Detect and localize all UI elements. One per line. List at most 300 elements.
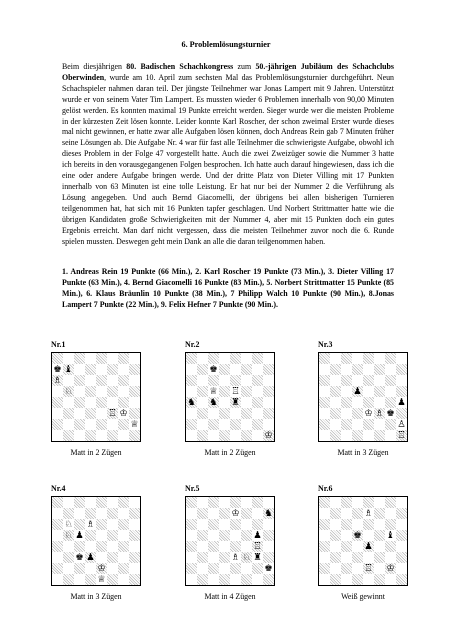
- board-square: [230, 430, 241, 441]
- board-square: [330, 530, 341, 541]
- board-square: [52, 552, 63, 563]
- board-square: [385, 375, 396, 386]
- board-square: [263, 552, 274, 563]
- board-square: [230, 563, 241, 574]
- board-square: [85, 430, 96, 441]
- board-square: [74, 386, 85, 397]
- board-square: [107, 563, 118, 574]
- board-square: [363, 519, 374, 530]
- board-square: [263, 574, 274, 585]
- board-square: [252, 375, 263, 386]
- board-square: [96, 430, 107, 441]
- board-square: [363, 552, 374, 563]
- board-square: [219, 508, 230, 519]
- board-square: [241, 364, 252, 375]
- board-square: [107, 497, 118, 508]
- board-square: [396, 508, 407, 519]
- board-square: [208, 563, 219, 574]
- board-square: [118, 497, 129, 508]
- problem-label: Nr.3: [318, 340, 333, 349]
- board-square: [363, 419, 374, 430]
- chess-piece-h7: ♞: [264, 508, 273, 519]
- board-square: [241, 408, 252, 419]
- chess-piece-d5: ♟: [353, 386, 362, 397]
- board-square: [52, 353, 63, 364]
- board-square: [96, 519, 107, 530]
- board-square: [330, 552, 341, 563]
- board-square: [374, 386, 385, 397]
- chess-piece-e4: ♜: [231, 397, 240, 408]
- board-square: [319, 430, 330, 441]
- board-square: [219, 408, 230, 419]
- board-square: [341, 563, 352, 574]
- board-square: [352, 353, 363, 364]
- board-square: [252, 408, 263, 419]
- board-square: [374, 497, 385, 508]
- board-square: [208, 508, 219, 519]
- board-square: [385, 430, 396, 441]
- board-square: [363, 375, 374, 386]
- board-square: [330, 364, 341, 375]
- board-square: [85, 386, 96, 397]
- board-square: [118, 430, 129, 441]
- board-square: [107, 386, 118, 397]
- chess-piece-c5: ♕: [209, 386, 218, 397]
- board-square: [319, 419, 330, 430]
- chess-piece-g2: ♔: [386, 563, 395, 574]
- board-square: [330, 574, 341, 585]
- board-square: [241, 519, 252, 530]
- board-square: [96, 353, 107, 364]
- board-square: [230, 419, 241, 430]
- board-square: [385, 419, 396, 430]
- board-square: [319, 519, 330, 530]
- chess-piece-h1: ♔: [264, 430, 273, 441]
- board-square: [85, 364, 96, 375]
- problem-5: [185, 484, 275, 601]
- board-square: [129, 519, 140, 530]
- board-square: [374, 364, 385, 375]
- board-square: [208, 353, 219, 364]
- chess-piece-e4: ♟: [364, 541, 373, 552]
- board-square: [186, 386, 197, 397]
- board-square: [74, 497, 85, 508]
- board-square: [219, 397, 230, 408]
- board-square: [330, 408, 341, 419]
- chess-piece-d3: ♟: [86, 552, 95, 563]
- board-square: [129, 497, 140, 508]
- board-square: [63, 563, 74, 574]
- board-square: [107, 552, 118, 563]
- board-square: [63, 497, 74, 508]
- board-square: [85, 530, 96, 541]
- board-square: [363, 386, 374, 397]
- board-square: [396, 530, 407, 541]
- board-square: [52, 508, 63, 519]
- board-square: [74, 519, 85, 530]
- board-square: [363, 574, 374, 585]
- board-square: [396, 386, 407, 397]
- stipulation: Matt in 2 Zügen: [204, 448, 256, 457]
- board-square: [230, 574, 241, 585]
- board-square: [241, 353, 252, 364]
- chess-piece-f3: ♖: [108, 408, 117, 419]
- board-square: [396, 541, 407, 552]
- board-square: [319, 530, 330, 541]
- chess-piece-c7: ♚: [209, 364, 218, 375]
- board-square: [263, 386, 274, 397]
- board-square: [129, 563, 140, 574]
- board-square: [252, 397, 263, 408]
- board-square: [341, 364, 352, 375]
- board-square: [74, 508, 85, 519]
- board-square: [85, 563, 96, 574]
- board-square: [241, 430, 252, 441]
- chess-piece-a4: ♞: [187, 397, 196, 408]
- board-square: [352, 563, 363, 574]
- board-square: [330, 375, 341, 386]
- problem-3: [318, 340, 408, 457]
- board-square: [52, 530, 63, 541]
- board-square: [118, 530, 129, 541]
- board-square: [107, 419, 118, 430]
- board-square: [186, 530, 197, 541]
- board-square: [129, 397, 140, 408]
- chess-piece-c4: ♞: [209, 397, 218, 408]
- board-square: [230, 408, 241, 419]
- chess-piece-h2: ♕: [130, 419, 139, 430]
- board-square: [230, 364, 241, 375]
- board-square: [396, 552, 407, 563]
- board-square: [197, 541, 208, 552]
- board-square: [208, 574, 219, 585]
- board-square: [219, 419, 230, 430]
- board-square: [396, 574, 407, 585]
- board-square: [319, 563, 330, 574]
- board-square: [186, 508, 197, 519]
- board-square: [74, 574, 85, 585]
- board-square: [396, 563, 407, 574]
- board-square: [63, 353, 74, 364]
- board-square: [107, 574, 118, 585]
- chess-piece-h2: ♙: [397, 419, 406, 430]
- board-square: [374, 375, 385, 386]
- board-square: [186, 563, 197, 574]
- chess-piece-b5: ♘: [64, 530, 73, 541]
- board-square: [118, 364, 129, 375]
- board-square: [96, 530, 107, 541]
- board-square: [330, 519, 341, 530]
- board-square: [230, 541, 241, 552]
- report-text: [62, 62, 394, 247]
- board-square: [230, 353, 241, 364]
- board-square: [197, 386, 208, 397]
- board-square: [252, 497, 263, 508]
- board-square: [330, 497, 341, 508]
- chess-piece-g5: ♟: [253, 530, 262, 541]
- board-square: [341, 519, 352, 530]
- board-square: [241, 419, 252, 430]
- chess-piece-g3: ♜: [253, 552, 262, 563]
- board-square: [96, 364, 107, 375]
- board-square: [341, 397, 352, 408]
- board-square: [385, 386, 396, 397]
- chess-piece-d5: ♚: [353, 530, 362, 541]
- board-square: [263, 408, 274, 419]
- board-square: [241, 375, 252, 386]
- board-square: [219, 519, 230, 530]
- board-square: [252, 353, 263, 364]
- board-square: [107, 375, 118, 386]
- chess-piece-e2: ♔: [97, 563, 106, 574]
- board-square: [352, 497, 363, 508]
- board-square: [341, 541, 352, 552]
- page-title: 6. Problemlösungsturnier: [181, 40, 271, 49]
- board-square: [96, 508, 107, 519]
- board-square: [263, 541, 274, 552]
- board-square: [241, 530, 252, 541]
- board-square: [396, 519, 407, 530]
- board-square: [85, 408, 96, 419]
- board-square: [319, 574, 330, 585]
- board-square: [63, 375, 74, 386]
- board-square: [129, 552, 140, 563]
- chess-piece-h2: ♚: [264, 563, 273, 574]
- board-square: [263, 353, 274, 364]
- board-square: [319, 552, 330, 563]
- board-square: [52, 386, 63, 397]
- board-square: [352, 375, 363, 386]
- board-square: [219, 364, 230, 375]
- board-square: [241, 563, 252, 574]
- chess-piece-e1: ♕: [97, 574, 106, 585]
- board-square: [96, 541, 107, 552]
- chess-piece-e3: ♔: [364, 408, 373, 419]
- board-square: [385, 541, 396, 552]
- board-square: [230, 375, 241, 386]
- board-square: [52, 563, 63, 574]
- board-square: [241, 541, 252, 552]
- board-square: [252, 386, 263, 397]
- board-square: [129, 408, 140, 419]
- board-square: [385, 552, 396, 563]
- board-square: [186, 552, 197, 563]
- board-square: [352, 430, 363, 441]
- chessboard: [185, 496, 275, 586]
- board-square: [363, 530, 374, 541]
- board-square: [107, 519, 118, 530]
- board-square: [197, 353, 208, 364]
- board-square: [263, 397, 274, 408]
- board-square: [330, 508, 341, 519]
- problem-label: Nr.6: [318, 484, 333, 493]
- board-square: [74, 430, 85, 441]
- board-square: [352, 541, 363, 552]
- chessboard: [185, 352, 275, 442]
- board-square: [118, 552, 129, 563]
- board-square: [186, 541, 197, 552]
- stipulation: Matt in 4 Zügen: [204, 592, 256, 601]
- board-square: [118, 519, 129, 530]
- board-square: [208, 541, 219, 552]
- board-square: [374, 353, 385, 364]
- board-square: [186, 364, 197, 375]
- board-square: [330, 386, 341, 397]
- board-square: [374, 563, 385, 574]
- board-square: [319, 353, 330, 364]
- chess-piece-f3: ♗: [375, 408, 384, 419]
- board-square: [230, 519, 241, 530]
- board-square: [197, 563, 208, 574]
- board-square: [219, 563, 230, 574]
- board-square: [63, 508, 74, 519]
- board-square: [129, 541, 140, 552]
- board-square: [208, 419, 219, 430]
- board-square: [85, 541, 96, 552]
- board-square: [107, 353, 118, 364]
- board-square: [385, 574, 396, 585]
- board-square: [186, 408, 197, 419]
- board-square: [63, 408, 74, 419]
- board-square: [352, 552, 363, 563]
- board-square: [352, 419, 363, 430]
- chess-piece-g4: ♖: [253, 541, 262, 552]
- board-square: [74, 375, 85, 386]
- board-square: [118, 419, 129, 430]
- board-square: [241, 397, 252, 408]
- chess-piece-e7: ♗: [364, 508, 373, 519]
- board-square: [118, 375, 129, 386]
- board-square: [107, 541, 118, 552]
- board-square: [118, 508, 129, 519]
- board-square: [341, 552, 352, 563]
- chess-piece-b6: ♘: [64, 519, 73, 530]
- chessboard: [318, 496, 408, 586]
- board-square: [52, 519, 63, 530]
- board-square: [252, 574, 263, 585]
- board-square: [208, 497, 219, 508]
- board-square: [341, 386, 352, 397]
- board-square: [197, 408, 208, 419]
- board-square: [85, 508, 96, 519]
- board-square: [186, 574, 197, 585]
- problem-label: Nr.4: [51, 484, 66, 493]
- board-square: [374, 541, 385, 552]
- chess-piece-a6: ♗: [53, 375, 62, 386]
- board-square: [63, 397, 74, 408]
- board-square: [374, 419, 385, 430]
- board-square: [319, 386, 330, 397]
- board-square: [219, 552, 230, 563]
- chess-piece-g3: ♚: [386, 408, 395, 419]
- board-square: [330, 563, 341, 574]
- board-square: [396, 353, 407, 364]
- board-square: [396, 497, 407, 508]
- chessboard: [51, 352, 141, 442]
- board-square: [263, 530, 274, 541]
- board-square: [118, 353, 129, 364]
- board-square: [252, 519, 263, 530]
- board-square: [129, 574, 140, 585]
- board-square: [263, 375, 274, 386]
- board-square: [96, 386, 107, 397]
- board-square: [363, 497, 374, 508]
- board-square: [341, 497, 352, 508]
- board-square: [252, 508, 263, 519]
- board-square: [52, 408, 63, 419]
- board-square: [197, 364, 208, 375]
- board-square: [197, 430, 208, 441]
- board-square: [219, 541, 230, 552]
- board-square: [319, 408, 330, 419]
- board-square: [341, 353, 352, 364]
- problem-2: [185, 340, 275, 457]
- problem-4: [51, 484, 141, 601]
- board-square: [263, 519, 274, 530]
- board-square: [63, 430, 74, 441]
- results-list: 1. Andreas Rein 19 Punkte (66 Min.), 2. Karl Roscher 19 Punkte (73 Min.), 3. Dieter Villing 17 Punkte (63 Min.), 4. Bernd Giacomelli 16 Punkte (83 Min.), 5. Norbert Strittmatter 15 Punkte (85 Min.), 6. Klaus Bräunlin 10 Punkte (38 Min.), 7 Philipp Walch 10 Punkte (90 Min.), 8.Jonas Lampert 7 Punkte (22 Min.), 9. Felix Hefner 7 Punkte (90 Min.).: [62, 267, 394, 309]
- chess-piece-e5: ♖: [231, 386, 240, 397]
- board-square: [186, 430, 197, 441]
- board-square: [341, 419, 352, 430]
- board-square: [107, 508, 118, 519]
- board-square: [85, 497, 96, 508]
- board-square: [118, 541, 129, 552]
- board-square: [197, 508, 208, 519]
- board-square: [96, 552, 107, 563]
- board-square: [197, 375, 208, 386]
- board-square: [96, 375, 107, 386]
- board-square: [52, 541, 63, 552]
- board-square: [197, 530, 208, 541]
- board-square: [241, 497, 252, 508]
- board-square: [129, 375, 140, 386]
- chess-piece-c3: ♚: [75, 552, 84, 563]
- board-square: [374, 519, 385, 530]
- board-square: [385, 497, 396, 508]
- board-square: [252, 430, 263, 441]
- board-square: [219, 375, 230, 386]
- board-square: [374, 574, 385, 585]
- board-square: [363, 430, 374, 441]
- board-square: [374, 508, 385, 519]
- board-square: [107, 530, 118, 541]
- board-square: [363, 397, 374, 408]
- board-square: [129, 530, 140, 541]
- board-square: [341, 508, 352, 519]
- board-square: [96, 397, 107, 408]
- board-square: [129, 386, 140, 397]
- board-square: [396, 364, 407, 375]
- board-square: [197, 552, 208, 563]
- board-square: [197, 397, 208, 408]
- chess-piece-e7: ♔: [231, 508, 240, 519]
- intro-text-3: , wurde am 10. April zum sechsten Mal das Problemlösungsturnier durchgeführt. Neun Schachspieler nahmen daran teil. Der jüngste Teilnehmer war Jonas Lampert mit 9 Jahren. Unterstützt wurde er von seinem Vater Tim Lampert. Es mussten wieder 6 Problemen innerhalb von 90,00 Minuten gelöst werden. Es konnten maximal 19 Punkte erreicht werden. Sieger wurde wer die meisten Probleme in der kürzesten Zeit lösen konnte. Leider konnte Karl Roscher, der schon zweimal Erster wurde dieses mal nicht gewinnen, er hatte zwar alle Aufgaben lösen können, doch Andreas Rein gab 7 Minuten früher seine Lösungen ab. Die Aufgabe Nr. 4 war für fast alle Teilnehmer die schwierigste Aufgabe, obwohl ich dieses Problem in der Folge 47 vorgestellt hatte. Auch die zwei Zweizüger sowie die Nummer 3 hatte ich bereits in den vorausgegangenen Folgen besprochen. Ich hatte auch darauf hingewiesen, dass ich die eine oder andere Aufgabe bringen werde. Und der dritte Platz von Dieter Villing mit 17 Punkten innerhalb von 63 Minuten ist eine tolle Leistung. Er hat nur bei der Nummer 2 die Verführung als Lösung angegeben. Und auch Bernd Giacomelli, der übrigens bei allen bisherigen Turnieren teilgenommen hat, hat sich mit 16 Punkten tapfer geschlagen. Und Norbert Strittmatter hatte wie die übrigen Kandidaten große Schwierigkeiten mit der Nummer 4, aber mit 15 Punkten doch ein gutes Ergebnis erreicht. Man darf nicht vergessen, dass die meisten Teilnehmer zuvor noch die 6. Runde spielen mussten. Deswegen geht mein Dank an alle die daran teilgenommen haben.: [62, 72, 394, 246]
- board-square: [52, 497, 63, 508]
- board-square: [186, 519, 197, 530]
- board-square: [63, 419, 74, 430]
- problem-label: Nr.5: [185, 484, 200, 493]
- board-square: [52, 430, 63, 441]
- board-square: [396, 408, 407, 419]
- board-square: [252, 419, 263, 430]
- board-square: [96, 408, 107, 419]
- board-square: [74, 563, 85, 574]
- problem-label: Nr.2: [185, 340, 200, 349]
- board-square: [85, 397, 96, 408]
- intro-text-2: zum: [233, 62, 256, 71]
- board-square: [219, 386, 230, 397]
